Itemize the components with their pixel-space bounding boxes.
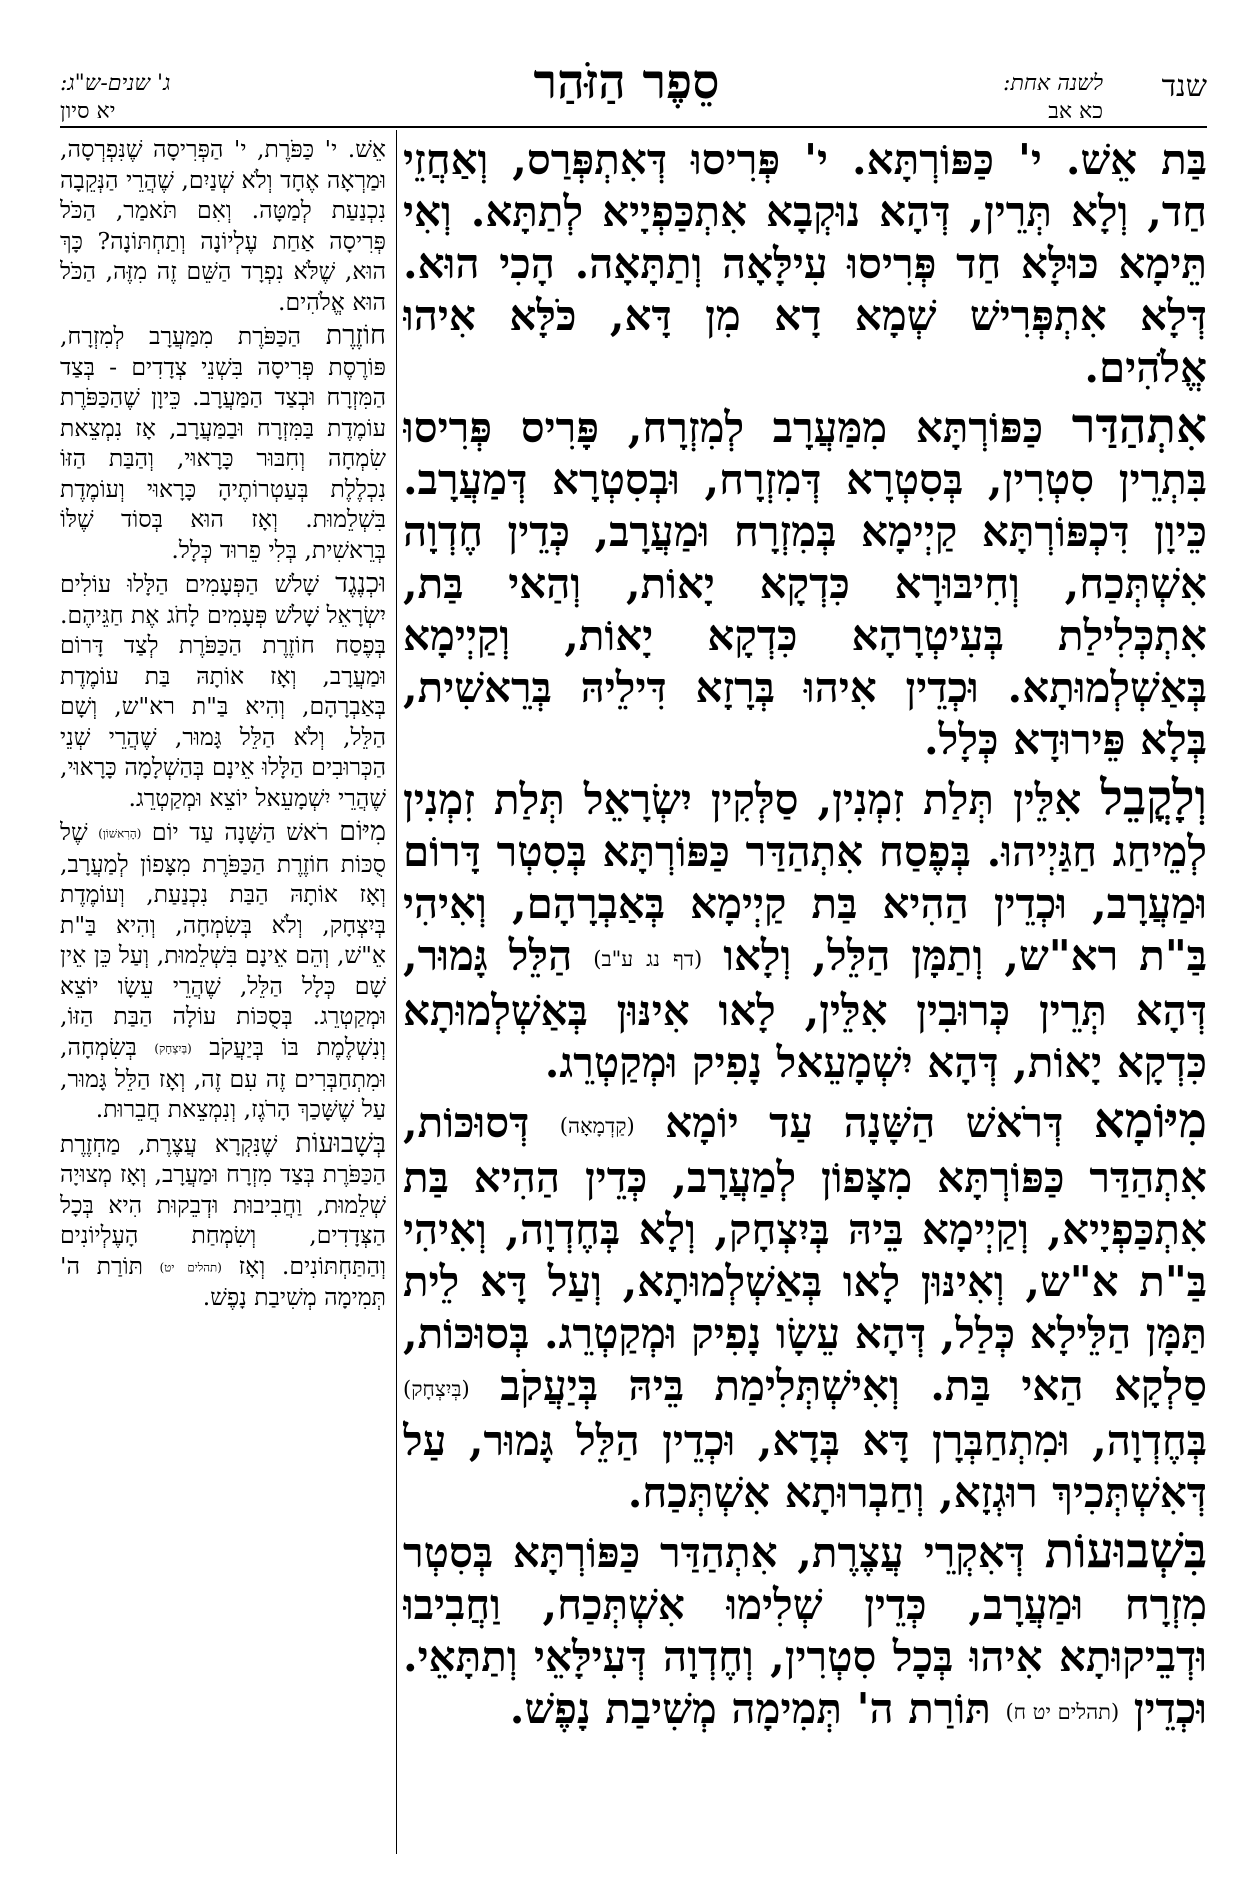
paragraph-text-continued: בְּשִׂמְחָה, וּמִתְחַבְּרִים זֶה עִם זֶה, וְאָז הַלֵּל גָּמוּר, עַל שֶׁשָּׁכַךְ הָרֹגֶז, וְנִמְצֵאת חֲבֵרוּת. — [60, 1032, 386, 1123]
header-left-date: יא סיון — [60, 99, 116, 124]
aramaic-paragraph — [403, 1525, 1207, 1738]
column-divider — [396, 130, 397, 1854]
page-number: שנד — [1161, 69, 1207, 104]
header-left-reading-track: ג' שנים-ש"ג: — [60, 71, 171, 96]
paragraph-text: רֹאשׁ הַשָּׁנָה עַד יוֹם — [151, 818, 340, 846]
variant-reading: (קַדְמָאָה) — [559, 1114, 635, 1138]
paragraph-lead-word: וְלָקֳבֵל — [1100, 770, 1207, 826]
paragraph-text: אֵשׁ. י' כַּפֹּרֶת, י' הַפְּרִיסָה שֶׁנִּפְרְסָה, וּמַרְאָה אֶחָד וְלֹא שְׁנַיִם, שֶׁהֲרֵי הַנְּקֵבָה נִכְנַעַת לְמַטָּה. וְאִם תֹּאמַר, הַכֹּל פְּרִיסָה אַחַת עֶלְיוֹנָה וְתַחְתּוֹנָה? כָּךְ הוּא, שֶׁלֹּא נִפְרָד הַשֵּׁם זֶה מִזֶּה, הַכֹּל הוּא אֱלֹהִים. — [60, 135, 386, 316]
paragraph-lead-word: אִתְהַדַּר — [1071, 398, 1207, 454]
book-title: סֵפֶר הַזֹּהַר — [533, 54, 720, 110]
paragraph-text-continued: תּוֹרַת ה' תְּמִימָה מְשִׁיבַת נָפֶשׁ. — [509, 1684, 1006, 1733]
hebrew-paragraph — [60, 321, 386, 565]
header-right-date: כא אב — [1048, 99, 1103, 124]
paragraph-text-continued: שֶׁל סֻכּוֹת חוֹזֶרֶת הַכַּפֹּרֶת מִצָּפוֹן לְמַעֲרָב, וְאָז אוֹתָהּ הַבַּת נִכְנַעַת, וְעוֹמֶדֶת בְּיִצְחָק, וְלֹא בְּשִׂמְחָה, וְהִיא בַּ"ת אֵ"שׁ, וְהֵם אֵינָם בִּשְׁלֵמוּת, וְעַל כֵּן אֵין שָׁם כְּלָל הַלֵּל, שֶׁהֲרֵי עֵשָׂו יוֹצֵא וּמְקַטְרֵג. בְּסֻכּוֹת עוֹלָה הַבַּת הַזּוֹ, וְנִשְׁלֶמֶת בּוֹ בְּיַעֲקֹב — [60, 818, 386, 1061]
variant-reading: (בְּיִצְחָק) — [403, 1377, 470, 1401]
paragraph-lead-word: מִיּוֹם — [339, 816, 386, 847]
aramaic-paragraph — [403, 772, 1207, 1089]
hebrew-paragraph — [60, 1129, 386, 1313]
paragraph-lead-word: בִּשְׁבוּעוֹת — [1044, 1523, 1207, 1579]
aramaic-paragraph — [403, 134, 1207, 394]
header-right-reading-track: לשנה אחת: — [1003, 71, 1103, 96]
paragraph-text: שָׁלֹשׁ הַפְּעָמִים הַלָּלוּ עוֹלִים יִשְׂרָאֵל שָׁלֹשׁ פְּעָמִים לָחֹג אֶת חַגֵּיהֶם. בְּפֶסַח חוֹזֶרֶת הַכַּפֹּרֶת לְצַד דָּרוֹם וּמַעֲרָב, וְאָז אוֹתָהּ בַּת עוֹמֶדֶת בְּאַבְרָהָם, וְהִיא בַּ"ת רא"ש, וְשָׁם הַלֵּל, וְלֹא הַלֵּל גָּמוּר, שֶׁהֲרֵי שְׁנֵי הַכְּרוּבִים הַלָּלוּ אֵינָם בְּהַשְׁלָמָה כָּרָאוּי, שֶׁהֲרֵי יִשְׁמָעֵאל יוֹצֵא וּמְקַטְרֵג. — [60, 570, 386, 812]
aramaic-paragraph — [403, 400, 1207, 766]
paragraph-text: דְּרֹאשׁ הַשָּׁנָה עַד יוֹמָא — [665, 1098, 1094, 1147]
hebrew-paragraph — [60, 134, 386, 317]
paragraph-text-continued: בְּחֶדְוָה, וּמִתְחַבְּרָן דָּא בְּדָא, וּכְדֵין הַלֵּל גָּמוּר, עַל דְּאִשְׁתְּכִיךְ רוּגְזָא, וְחַבְרוּתָא אִשְׁתְּכַח. — [403, 1416, 1207, 1517]
paragraph-text: אִלֵּין תְּלַת זִמְנִין, סַלְּקִין יִשְׂרָאֵל תְּלַת זִמְנִין לְמֵיחַג חַגַּיְיהוּ. בְּפֶסַח אִתְהַדַּר כַּפּוֹרְתָּא בְּסִטְר דָּרוֹם וּמַעֲרָב, וּכְדֵין הַהִיא בַּת קַיְימָא בְּאַבְרָהָם, וְאִיהִי בַּ"ת רא"ש, וְתַמָּן הַלֵּל, וְלָאו — [403, 775, 1207, 980]
paragraph-lead-word: מִיּוֹמָא — [1093, 1093, 1207, 1149]
paragraph-text: שֶׁנִּקְרָא עֲצֶרֶת, מַחְזֶרֶת הַכַּפֹּרֶת בְּצַד מִזְרָח וּמַעֲרָב, וְאָז מְצוּיָה שְׁלֵמוּת, וַחֲבִיבוּת וּדְבֵקוּת הִיא בְּכָל הַצְּדָדִים, וְשִׂמְחַת הָעֶלְיוֹנִים וְהַתַּחְתּוֹנִים. וְאָז — [60, 1129, 386, 1280]
aramaic-column — [403, 134, 1207, 1854]
paragraph-text-continued: תּוֹרַת ה' תְּמִימָה מְשִׁיבַת נָפֶשׁ. — [60, 1251, 386, 1312]
paragraph-lead-word: וּכְנֶגֶד — [335, 568, 386, 599]
header-divider — [60, 126, 1207, 128]
paragraph-text: דְּאִקְרֵי עֲצֶרֶת, אִתְהַדַּר כַּפּוֹרְתָּא בְּסִטְר מִזְרָח וּמַעֲרָב, כְּדֵין שְׁלִימוּ אִשְׁתְּכַח, וַחֲבִיבוּ וּדְבֵיקוּתָא אִיהוּ בְּכָל סִטְרִין, וְחֶדְוָה דְּעִילָּאֵי וְתַתָּאֵי. וּכְדֵין — [403, 1528, 1207, 1733]
paragraph-text: כַּפּוֹרְתָּא מִמַּעֲרָב לְמִזְרָח, פָּרִיס פְּרִיסוּ בִּתְרֵין סִטְרִין, בְּסִטְרָא דְּמִזְרָח, וּבְסִטְרָא דְּמַעֲרָב. כֵּיוָן דִּכְפּוֹרְתָּא קַיְימָא בְּמִזְרָח וּמַעֲרָב, כְּדֵין חֶדְוָה אִשְׁתְּכַח, וְחִיבּוּרָא כִּדְקָא יָאוֹת, וְהַאי בַּת, אִתְכְּלִילַת בְּעִיטְרָהָא כִּדְקָא יָאוֹת, וְקַיְימָא בְּאַשְׁלְמוּתָא. וּכְדֵין אִיהוּ בְּרָזָא דִּילֵיהּ בְּרֵאשִׁית, בְּלָא פֵּירוּדָא כְּלָל. — [403, 403, 1207, 764]
variant-reading: (הָרִאשׁוֹן) — [98, 826, 142, 841]
scripture-reference: (תהלים יט) — [159, 1259, 222, 1274]
page-reference: (דף נג ע"ב) — [593, 947, 703, 971]
hebrew-paragraph — [60, 569, 386, 813]
paragraph-text-continued: הַלֵּל גָּמוּר, דְּהָא תְּרֵין כְּרוּבִין אִלֵּין, לָאו אִינּוּן בְּאַשְׁלְמוּתָא כִּדְקָא יָאוֹת, דְּהָא יִשְׁמָעֵאל נָפִיק וּמְקַטְרֵג. — [403, 931, 1207, 1087]
hebrew-translation-column — [60, 134, 386, 1854]
scripture-reference: (תהלים יט ח) — [1005, 1700, 1120, 1724]
paragraph-text: הַכַּפֹּרֶת מִמַּעֲרָב לְמִזְרָח, פּוֹרֶסֶת פְּרִיסָה בִּשְׁנֵי צְדָדִים - בְּצַד הַמִּזְרָח וּבְצַד הַמַּעֲרָב. כֵּיוָן שֶׁהַכַּפֹּרֶת עוֹמֶדֶת בַּמִּזְרָח וּבַמַּעֲרָב, אָז נִמְצֵאת שִׂמְחָה וְחִבּוּר כָּרָאוּי, וְהַבַּת הַזּוֹ נִכְלֶלֶת בְּעַטְרוֹתֶיהָ כָּרָאוּי וְעוֹמֶדֶת בִּשְׁלֵמוּת. וְאָז הוּא בְּסוֹד שֶׁלּוֹ בְּרֵאשִׁית, בְּלִי פֵרוּד כְּלָל. — [60, 322, 386, 564]
paragraph-lead-word: בְּשָׁבוּעוֹת — [295, 1127, 386, 1159]
paragraph-lead-word: חוֹזֶרֶת — [325, 320, 386, 351]
paragraph-text: בַּת אֵשׁ. י' כַּפּוֹרְתָּא. י' פְּרִיסוּ דְּאִתְפְּרַס, וְאַחֲזֵי חַד, וְלָא תְּרֵין, דְּהָא נוּקְבָא אִתְכַּפְיָיא לְתַתָּא. וְאִי תֵּימָא כּוּלָּא חַד פְּרִיסוּ עִילָּאָה וְתַתָּאָה. הָכִי הוּא. דְּלָא אִתְפְּרִישׁ שְׁמָא דָא מִן דָּא, כֹּלָּא אִיהוּ אֱלֹהִים. — [403, 135, 1207, 392]
paragraph-text-continued: דְּסוּכּוֹת, אִתְהַדַּר כַּפּוֹרְתָּא מִצָּפוֹן לְמַעֲרָב, כְּדֵין הַהִיא בַּת אִתְכַּפְיָיא, וְקַיְימָא בֵּיהּ בְּיִצְחָק, וְלָא בְּחֶדְוָה, וְאִיהִי בַּ"ת א"ש, וְאִינּוּן לָאו בְּאַשְׁלְמוּתָא, וְעַל דָּא לֵית תַּמָּן הַלֵּילָא כְּלַל, דְּהָא עֵשָׂו נָפִיק וּמְקַטְרֵג. בְּסוּכּוֹת, סַלְקָא הַאי בַּת. וְאִישְׁתְּלִימַת בֵּיהּ בְּיַעֲקֹב — [403, 1098, 1207, 1410]
variant-reading: (בְּיִצְחָק) — [154, 1041, 192, 1055]
hebrew-paragraph — [60, 817, 386, 1125]
page-header — [0, 0, 1253, 124]
aramaic-paragraph — [403, 1095, 1207, 1519]
